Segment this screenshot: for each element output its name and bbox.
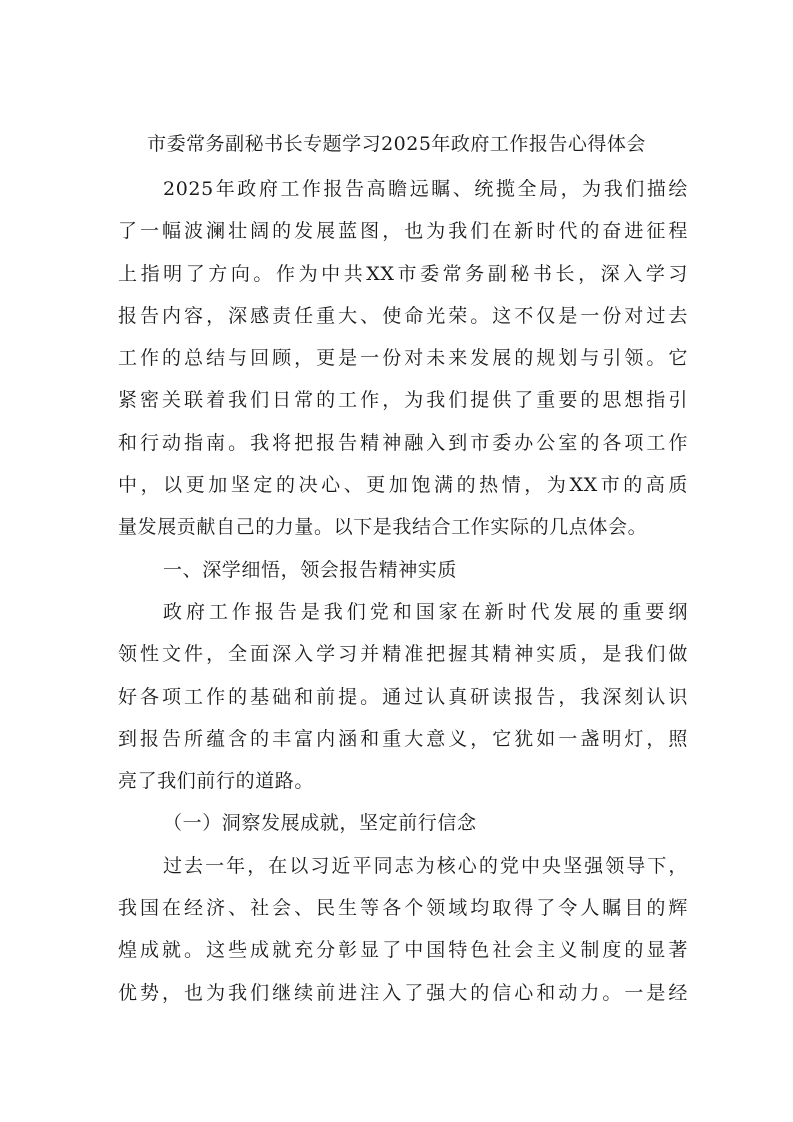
body-line: 我国在经济、社会、民生等各个领域均取得了令人瞩目的辉	[118, 897, 688, 920]
body-line: 量发展贡献自己的力量。以下是我结合工作实际的几点体会。	[118, 516, 648, 539]
body-line: 中，以更加坚定的决心、更加饱满的热情，为XX市的高质	[118, 474, 688, 497]
body-line: 领性文件，全面深入学习并精准把握其精神实质，是我们做	[118, 643, 688, 666]
document-title: 市委常务副秘书长专题学习2025年政府工作报告心得体会	[147, 133, 646, 155]
body-line: 一、深学细悟，领会报告精神实质	[163, 558, 458, 581]
body-line: 2025年政府工作报告高瞻远瞩、统揽全局，为我们描绘	[163, 178, 688, 200]
body-line: 优势，也为我们继续前进注入了强大的信心和动力。一是经	[118, 981, 688, 1004]
body-line: 紧密关联着我们日常的工作，为我们提供了重要的思想指引	[118, 389, 688, 412]
body-line: 过去一年，在以习近平同志为核心的党中央坚强领导下，	[163, 854, 688, 877]
body-line: 煌成就。这些成就充分彰显了中国特色社会主义制度的显著	[118, 939, 688, 962]
body-line: 到报告所蕴含的丰富内涵和重大意义，它犹如一盏明灯，照	[118, 727, 688, 750]
body-line: 了一幅波澜壮阔的发展蓝图，也为我们在新时代的奋进征程	[118, 220, 688, 243]
document-body	[118, 168, 688, 1014]
body-line: 和行动指南。我将把报告精神融入到市委办公室的各项工作	[118, 431, 688, 454]
body-line: 报告内容，深感责任重大、使命光荣。这不仅是一份对过去	[118, 304, 688, 327]
body-line: 政府工作报告是我们党和国家在新时代发展的重要纲	[163, 600, 688, 623]
body-line: 工作的总结与回顾，更是一份对未来发展的规划与引领。它	[118, 347, 688, 370]
body-line: 上指明了方向。作为中共XX市委常务副秘书长，深入学习	[118, 262, 688, 285]
body-line: 亮了我们前行的道路。	[118, 770, 315, 793]
body-line: 好各项工作的基础和前提。通过认真研读报告，我深刻认识	[118, 685, 688, 708]
body-line: （一）洞察发展成就，坚定前行信念	[163, 812, 477, 835]
